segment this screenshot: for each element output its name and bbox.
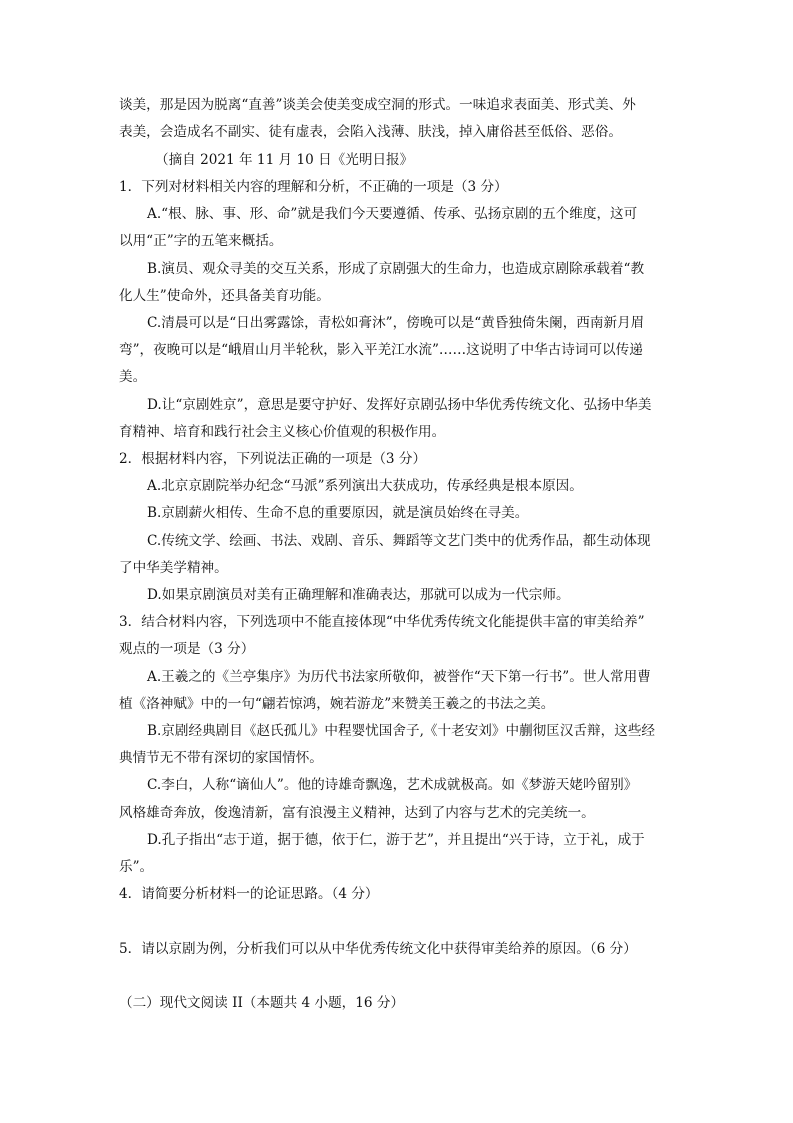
q1-option-d-line-1: D.让“京剧姓京”，意思是要守护好、发挥好京剧弘扬中华优秀传统文化、弘扬中华美 (147, 397, 652, 413)
question-3-stem-line-1: 3．结合材料内容，下列选项中不能直接体现“中华优秀传统文化能提供丰富的审美给养” (119, 614, 645, 630)
q3-option-c-line-2: 风格雄奇奔放，俊逸清新，富有浪漫主义精神，达到了内容与艺术的完美统一。 (119, 805, 595, 821)
question-3-stem-line-2: 观点的一项是（3 分） (119, 641, 255, 657)
q2-option-b: B.京剧薪火相传、生命不息的重要原因，就是演员始终在寻美。 (147, 505, 529, 521)
q2-option-a: A.北京京剧院举办纪念“马派”系列演出大获成功，传承经典是根本原因。 (147, 478, 583, 494)
question-5-stem: 5．请以京剧为例，分析我们可以从中华优秀传统文化中获得审美给养的原因。（6 分） (119, 941, 637, 957)
question-2-stem: 2．根据材料内容，下列说法正确的一项是（3 分） (119, 451, 427, 467)
question-4-stem: 4．请简要分析材料一的论证思路。（4 分） (119, 886, 379, 902)
section-heading: （二）现代文阅读 II（本题共 4 小题，16 分） (119, 995, 405, 1011)
q1-option-b-line-1: B.演员、观众寻美的交互关系，形成了京剧强大的生命力，也造成京剧除承载着“教 (147, 261, 645, 277)
q1-option-a-line-2: 以用“正”字的五笔来概括。 (119, 233, 283, 249)
q1-option-c-line-1: C.清晨可以是“日出雾露馀，青松如膏沐”，傍晚可以是“黄昏独倚朱阑，西南新月眉 (147, 315, 645, 331)
q3-option-a-line-2: 植《洛神赋》中的一句“翩若惊鸿，婉若游龙”来赞美王羲之的书法之美。 (119, 696, 555, 712)
q3-option-b-line-1: B.京剧经典剧目《赵氏孤儿》中程婴忧国舍子,《十老安刘》中蒯彻匡汉舌辩，这些经 (147, 723, 656, 739)
q3-option-b-line-2: 典情节无不带有深切的家国情怀。 (119, 750, 323, 766)
q2-option-c-line-2: 了中华美学精神。 (119, 560, 228, 576)
q3-option-c-line-1: C.李白，人称“谪仙人”。他的诗雄奇飘逸，艺术成就极高。如《梦游天姥吟留别》 (147, 777, 638, 793)
q1-option-d-line-2: 育精神、培育和践行社会主义核心价值观的积极作用。 (119, 424, 446, 440)
q3-option-a-line-1: A.王羲之的《兰亭集序》为历代书法家所敬仰，被誉作“天下第一行书”。世人常用曹 (147, 669, 651, 685)
q1-option-a-line-1: A.“根、脉、事、形、命”就是我们今天要遵循、传承、弘扬京剧的五个维度，这可 (147, 206, 638, 222)
q3-option-d-line-2: 乐”。 (119, 859, 154, 875)
q3-option-d-line-1: D.孔子指出“志于道，据于德，依于仁，游于艺”，并且提出“兴于诗，立于礼，成于 (147, 832, 645, 848)
q1-option-c-line-2: 弯”，夜晚可以是“峨眉山月半轮秋，影入平羌江水流”……这说明了中华古诗词可以传递 (119, 342, 643, 358)
intro-line-1: 谈美，那是因为脱离“直善”谈美会使美变成空洞的形式。一味追求表面美、形式美、外 (119, 97, 636, 113)
q2-option-c-line-1: C.传统文学、绘画、书法、戏剧、音乐、舞蹈等文艺门类中的优秀作品，都生动体现 (147, 533, 651, 549)
intro-line-2: 表美，会造成名不副实、徒有虚表，会陷入浅薄、肤浅，掉入庸俗甚至低俗、恶俗。 (119, 124, 622, 140)
source-citation: （摘自 2021 年 11 月 10 日《光明日报》 (155, 152, 414, 168)
q2-option-d: D.如果京剧演员对美有正确理解和准确表达，那就可以成为一代宗师。 (147, 587, 570, 603)
q1-option-b-line-2: 化人生”使命外，还具备美育功能。 (119, 288, 330, 304)
question-1-stem: 1．下列对材料相关内容的理解和分析，不正确的一项是（3 分） (119, 179, 508, 195)
q1-option-c-line-3: 美。 (119, 369, 147, 385)
